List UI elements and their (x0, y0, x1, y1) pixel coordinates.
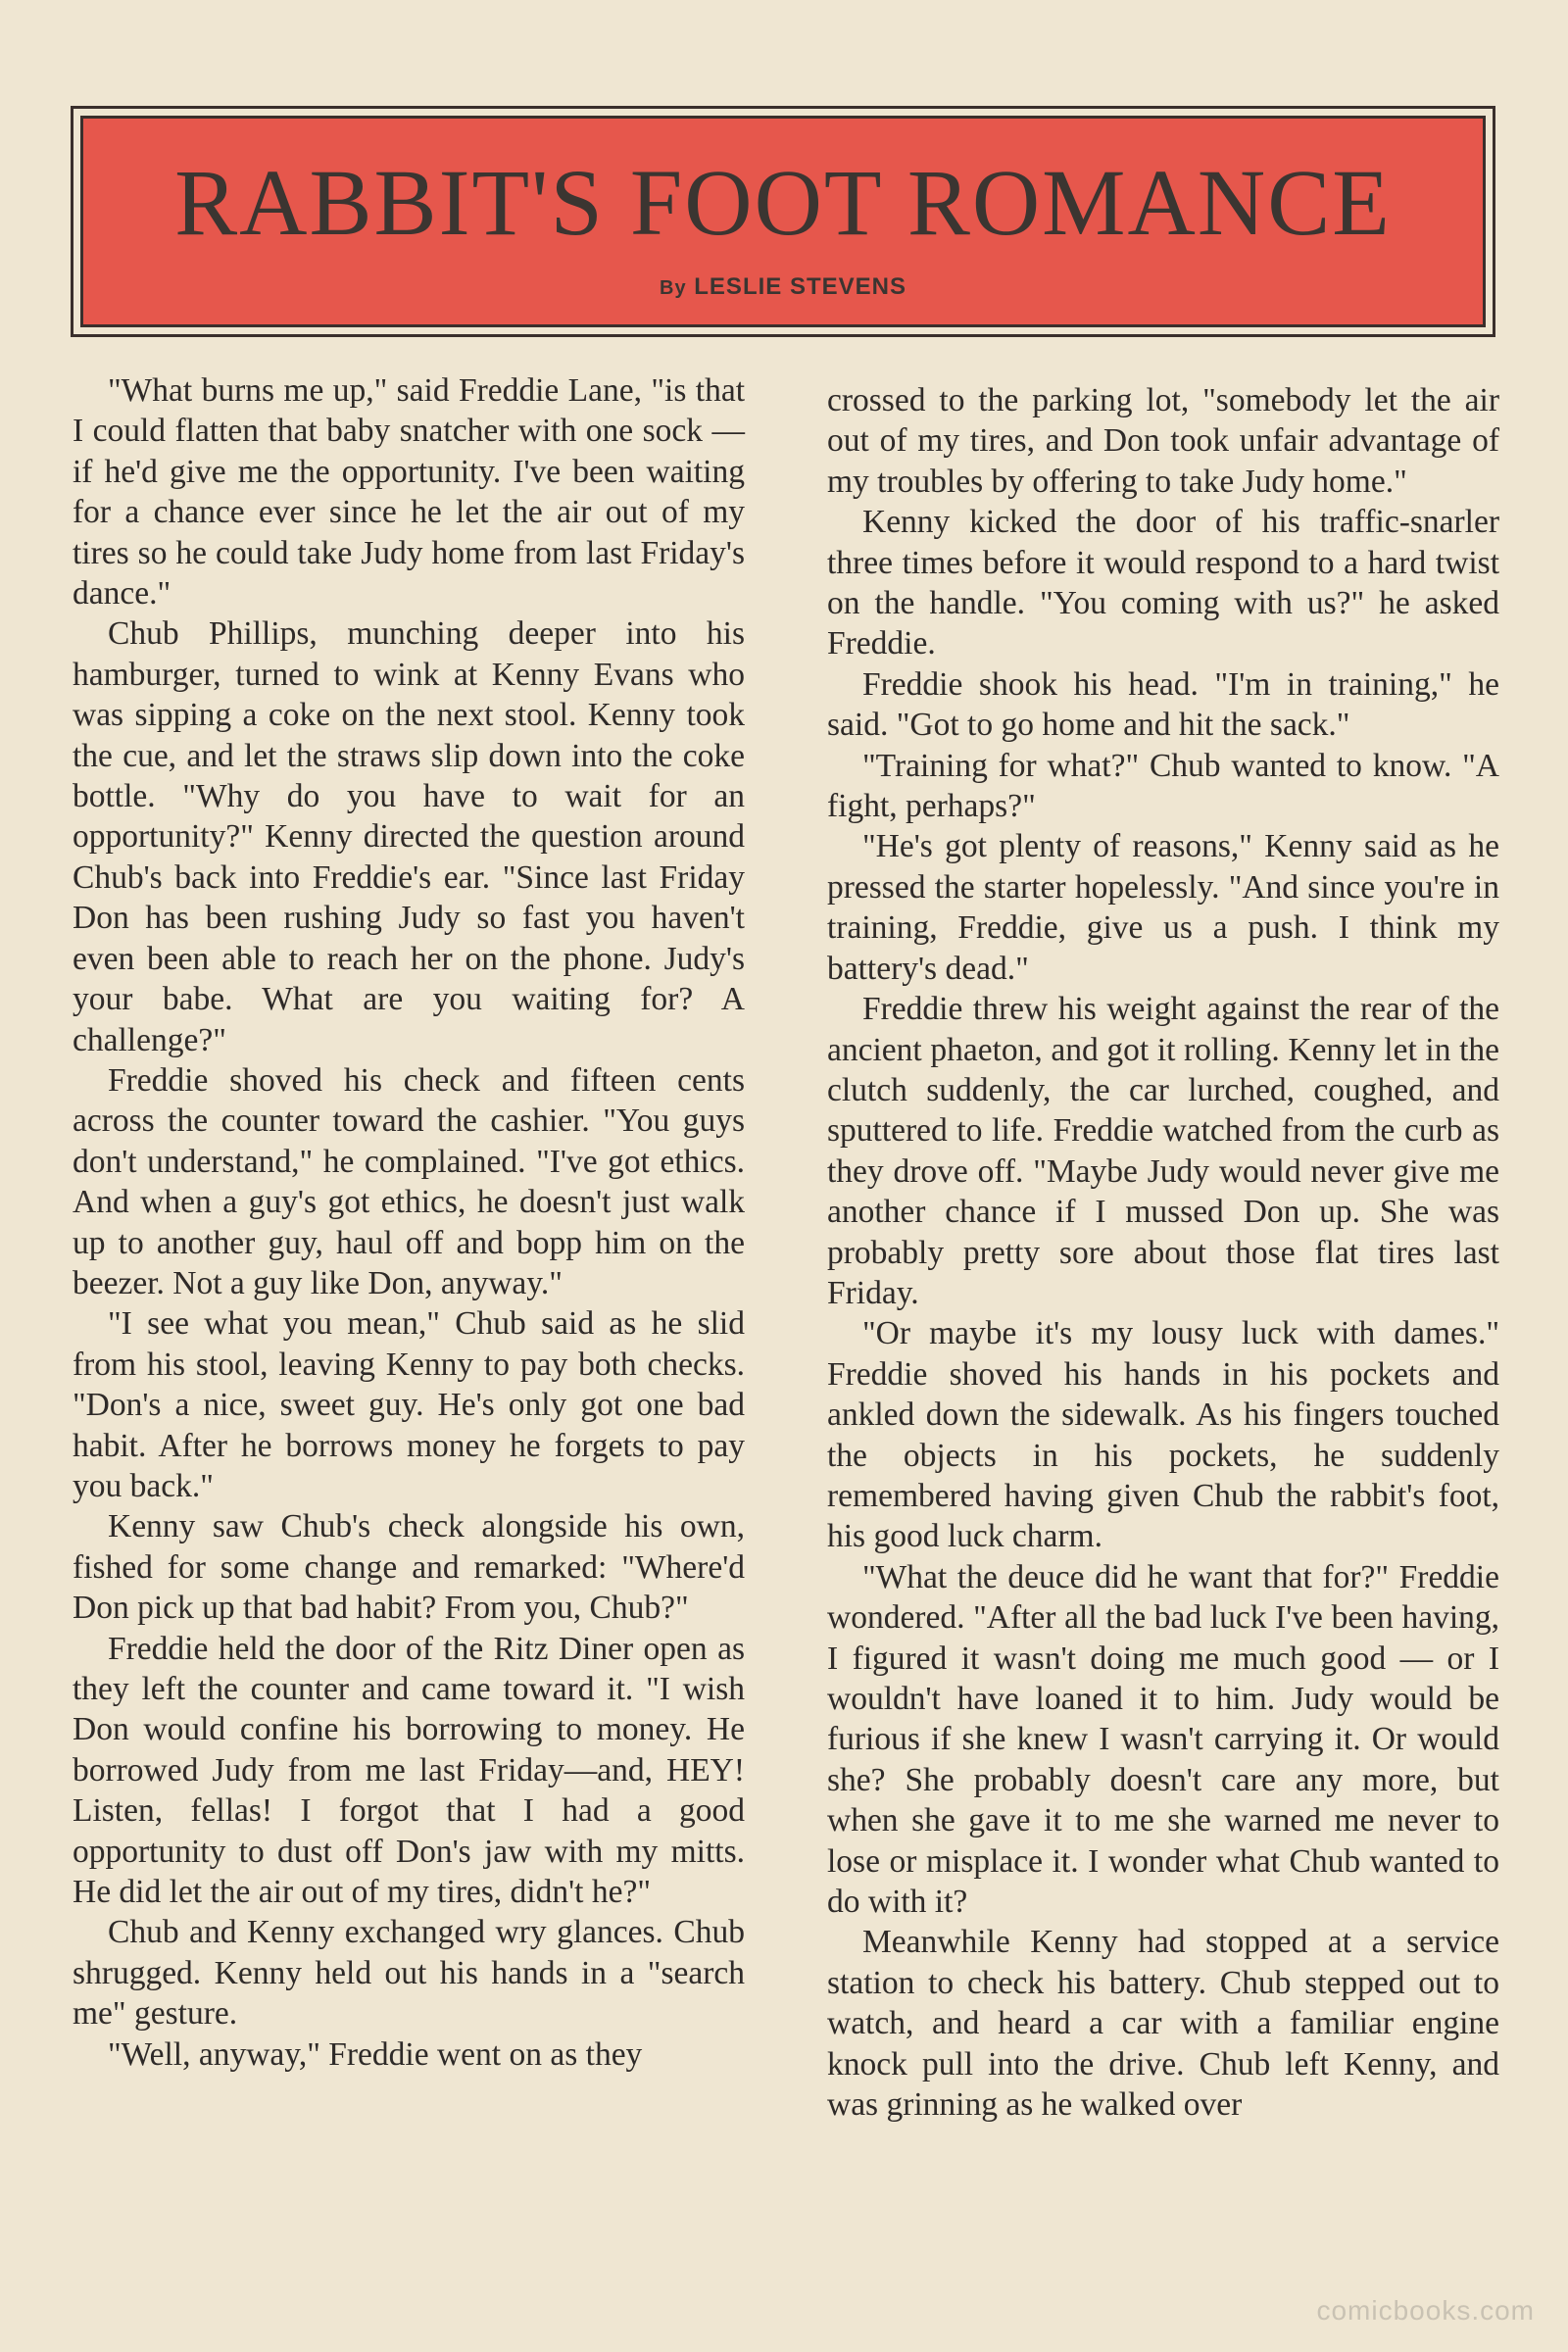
text-columns (73, 370, 1499, 2252)
paragraph: Freddie shoved his check and fifteen cents across the counter toward the cashier. "You guys don't understand," he complained. "I've got ethics. And when a guy's got ethics, he doesn't just walk up to another guy, haul off and bopp him on the beezer. Not a guy like Don, anyway." (73, 1061, 745, 1301)
title-frame (71, 106, 1495, 337)
paragraph: "I see what you mean," Chub said as he slid from his stool, leaving Kenny to pay both checks. "Don's a nice, sweet guy. He's only got one bad habit. After he borrows money he forgets to pay you back." (73, 1305, 745, 1504)
paragraph: Chub Phillips, munching deeper into his hamburger, turned to wink at Kenny Evans who was sipping a coke on the next stool. Kenny took the cue, and let the straws slip down into the coke bottle. "Why do you have to wait for an opportunity?" Kenny directed the question around Chub's back into Freddie's ear. "Since last Friday Don has been rushing Judy so fast you haven't even been able to reach her on the phone. Judy's your babe. What are you waiting for? A challenge?" (73, 615, 745, 1058)
paragraph: Kenny kicked the door of his traffic-snarler three times before it would respond to a hard twist on the handle. "You coming with us?" he asked Freddie. (827, 504, 1499, 662)
paragraph: Kenny saw Chub's check alongside his own, fished for some change and remarked: "Where'd Don pick up that bad habit? From you, Chub?" (73, 1508, 745, 1627)
paragraph: Freddie shook his head. "I'm in training," he said. "Got to go home and hit the sack." (827, 665, 1499, 744)
paragraph: "Well, anyway," Freddie went on as they (108, 2035, 643, 2073)
paragraph: "What burns me up," said Freddie Lane, "is that I could flatten that baby snatcher with one sock — if he'd give me the opportunity. I've been waiting for a chance ever since he let the air out of my tires so he could take Judy home from last Friday's dance." (73, 372, 745, 612)
paragraph: Chub and Kenny exchanged wry glances. Chub shrugged. Kenny held out his hands in a "search me" gesture. (73, 1914, 745, 2033)
title-banner (80, 116, 1486, 327)
paragraph: "Training for what?" Chub wanted to know. "A fight, perhaps?" (827, 747, 1499, 825)
story-title: RABBIT'S FOOT ROMANCE (174, 150, 1392, 255)
right-column (827, 380, 1499, 2252)
byline-prefix: By (660, 277, 687, 299)
paragraph: Freddie held the door of the Ritz Diner open as they left the counter and came toward it. "I wish Don would confine his borrowing to money. He borrowed Judy from me last Friday—and, HEY! Listen, fellas! I forgot that I had a good opportunity to dust off Don's jaw with my mitts. He did let the air out of my tires, didn't he?" (73, 1630, 745, 1911)
paragraph: "What the deuce did he want that for?" Freddie wondered. "After all the bad luck I've been having, I figured it wasn't doing me much good — or I wouldn't have loaned it to him. Judy would be furious if she knew I wasn't carrying it. Or would she? She probably doesn't care any more, but when she gave it to me she warned me never to lose or misplace it. I wonder what Chub wanted to do with it? (827, 1558, 1499, 1921)
watermark: comicbooks.com (1316, 2295, 1535, 2326)
paragraph: Freddie threw his weight against the rear of the ancient phaeton, and got it rolling. Kenny let in the clutch suddenly, the car lurched, coughed, and sputtered to life. Freddie watched from the curb as they drove off. "Maybe Judy would never give me another chance if I mussed Don up. She was probably pretty sore about those flat tires last Friday. (827, 991, 1499, 1311)
byline-author: LESLIE STEVENS (694, 273, 906, 300)
paragraph: "He's got plenty of reasons," Kenny said as he pressed the starter hopelessly. "And since you're in training, Freddie, give us a push. I think my battery's dead." (827, 828, 1499, 987)
byline (83, 273, 1483, 301)
paragraph: "Or maybe it's my lousy luck with dames." Freddie shoved his hands in his pockets and ankled down the sidewalk. As his fingers touched the objects in his pockets, he suddenly remembered having given Chub the rabbit's foot, his good luck charm. (827, 1315, 1499, 1555)
left-column (73, 370, 745, 2252)
paragraph: Meanwhile Kenny had stopped at a service station to check his battery. Chub stepped out to watch, and heard a car with a familiar engine knock pull into the drive. Chub left Kenny, and was grinning as he walked over (827, 1924, 1499, 2124)
paragraph-continuation: crossed to the parking lot, "somebody let the air out of my tires, and Don took unfair advantage of my troubles by offering to take Judy home." (827, 382, 1499, 500)
